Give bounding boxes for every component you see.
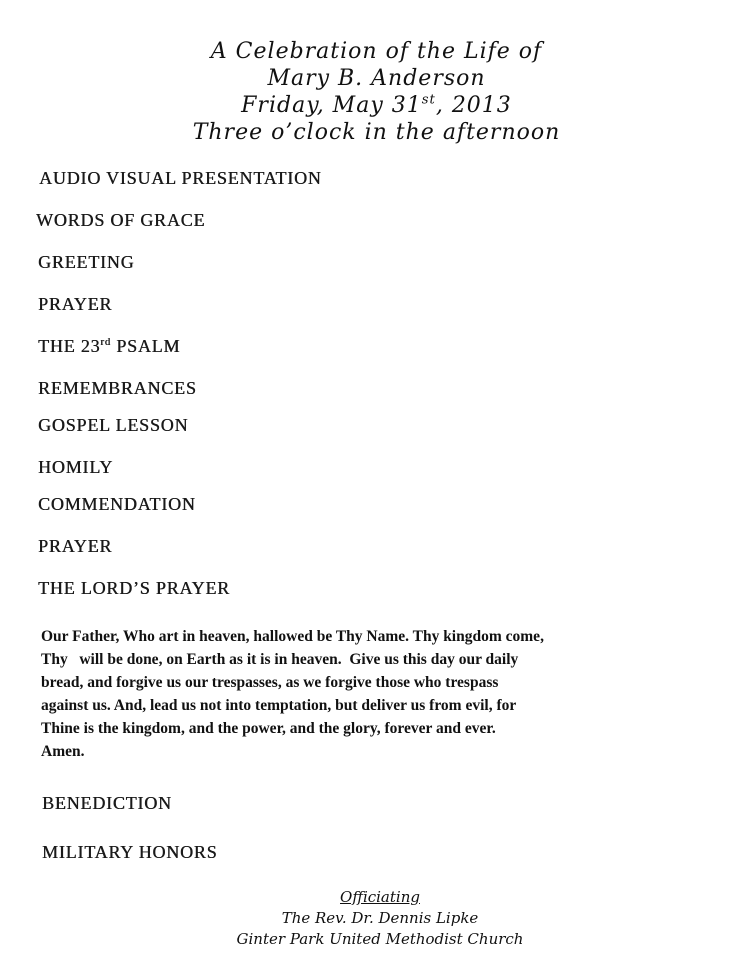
item-prayer-opening: PRAYER	[38, 294, 113, 314]
lords-prayer-line: Thine is the kingdom, and the power, and the glory, forever and ever.	[41, 720, 496, 737]
item-23rd-psalm	[38, 336, 180, 357]
service-date	[0, 92, 753, 119]
item-words-of-grace: WORDS OF GRACE	[36, 210, 206, 230]
lords-prayer-line: Amen.	[41, 743, 85, 760]
lords-prayer-line: against us. And, lead us not into temptation, but deliver us from evil, for	[41, 697, 517, 714]
item-remembrances: REMEMBRANCES	[38, 378, 197, 398]
item-military-honors: MILITARY HONORS	[42, 842, 218, 862]
item-lords-prayer: THE LORD’S PRAYER	[38, 578, 230, 598]
item-prayer-second: PRAYER	[38, 536, 113, 556]
celebration-title: A Celebration of the Life of	[210, 39, 543, 64]
lords-prayer-line: Thy will be done, on Earth as it is in heaven. Give us this day our daily	[41, 651, 519, 668]
officiating-label: Officiating	[340, 888, 420, 906]
item-audio-visual-presentation: AUDIO VISUAL PRESENTATION	[39, 168, 322, 188]
program-header	[0, 38, 753, 146]
lords-prayer-text	[41, 625, 741, 763]
officiating-footer	[0, 887, 753, 950]
honoree-name: Mary B. Anderson	[267, 66, 486, 91]
item-homily: HOMILY	[38, 457, 113, 477]
officiant-name: The Rev. Dr. Dennis Lipke	[281, 909, 479, 927]
date-ordinal-suffix: st	[421, 92, 436, 108]
psalm-ordinal-suffix: rd	[100, 336, 111, 348]
lords-prayer-line: bread, and forgive us our trespasses, as we forgive those who trespass	[41, 674, 499, 691]
psalm-label-pre: THE 23	[38, 336, 101, 356]
item-benediction: BENEDICTION	[42, 793, 172, 813]
church-name: Ginter Park United Methodist Church	[236, 930, 524, 948]
service-date-text: Friday, May 31	[241, 93, 422, 118]
service-year: , 2013	[435, 93, 512, 118]
service-time: Three o’clock in the afternoon	[192, 120, 561, 145]
item-commendation: COMMENDATION	[38, 494, 196, 514]
item-gospel-lesson: GOSPEL LESSON	[38, 415, 189, 435]
lords-prayer-line: Our Father, Who art in heaven, hallowed be Thy Name. Thy kingdom come,	[41, 628, 544, 645]
psalm-label-post: PSALM	[110, 336, 181, 356]
item-greeting: GREETING	[38, 252, 135, 272]
